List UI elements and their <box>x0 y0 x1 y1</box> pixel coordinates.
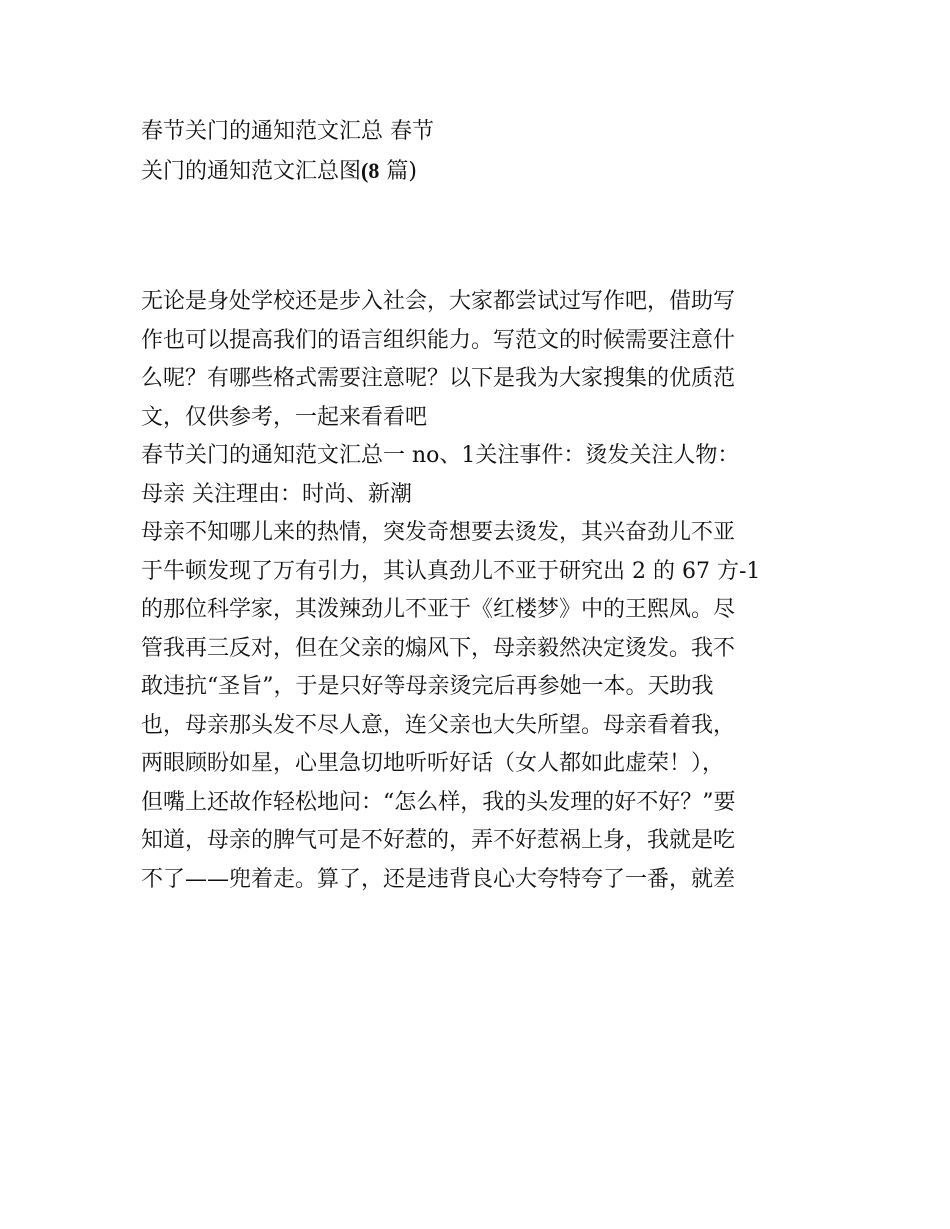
section-heading <box>141 437 813 514</box>
intro-line: 作也可以提高我们的语言组织能力。写范文的时候需要注意什 <box>141 327 736 353</box>
title-count: (8 <box>361 157 380 183</box>
heading-line: 母亲 关注理由：时尚、新潮 <box>141 481 412 507</box>
story-line: 知道，母亲的脾气可是不好惹的，弄不好惹祸上身，我就是吃 <box>141 828 736 853</box>
title-suffix: 篇) <box>379 158 417 184</box>
story-line: 但嘴上还故作轻松地问：“怎么样，我的头发理的好不好？”要 <box>141 789 736 815</box>
story-line: 敢违抗“圣旨”，于是只好等母亲烫完后再参她一本。天助我 <box>141 674 714 699</box>
document-title <box>141 113 813 190</box>
title-line-1: 春节关门的通知范文汇总 春节 <box>141 119 434 144</box>
story-paragraph <box>141 514 813 899</box>
story-line: 两眼顾盼如星，心里急切地听听好话（女人都如此虚荣！）， <box>141 751 725 776</box>
story-line: 于牛顿发现了万有引力，其认真劲儿不亚于研究出 2 的 67 方-1 <box>141 558 761 584</box>
intro-line: 么呢？有哪些格式需要注意呢？以下是我为大家搜集的优质范 <box>141 366 736 391</box>
heading-line: 春节关门的通知范文汇总一 no、1关注事件：烫发关注人物： <box>141 443 740 468</box>
story-line: 不了——兜着走。算了，还是违背良心大夸特夸了一番，就差 <box>141 866 736 892</box>
title-line-2-text: 关门的通知范文汇总图 <box>141 158 362 184</box>
story-line: 管我再三反对，但在父亲的煽风下，母亲毅然决定烫发。我不 <box>141 635 736 661</box>
story-line: 也，母亲那头发不尽人意，连父亲也大失所望。母亲看着我， <box>141 712 736 738</box>
document-body <box>141 283 813 899</box>
title-line-2 <box>141 152 813 191</box>
intro-line: 文，仅供参考，一起来看看吧 <box>141 404 428 430</box>
intro-line: 无论是身处学校还是步入社会，大家都尝试过写作吧，借助写 <box>141 289 736 314</box>
story-line: 母亲不知哪儿来的热情，突发奇想要去烫发，其兴奋劲儿不亚 <box>141 520 736 545</box>
story-line: 的那位科学家，其泼辣劲儿不亚于《红楼梦》中的王熙凤。尽 <box>141 597 736 622</box>
intro-paragraph <box>141 283 813 437</box>
